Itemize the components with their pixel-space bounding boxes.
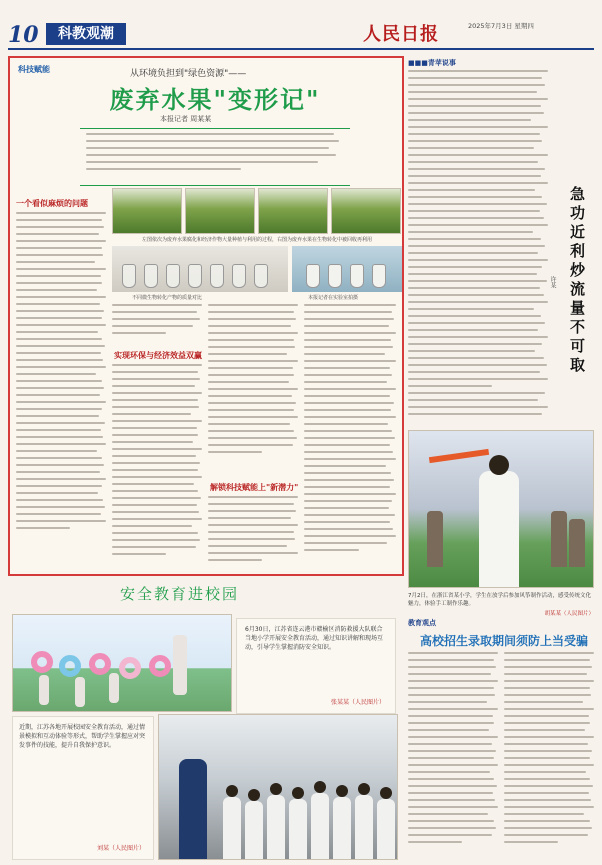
edu-headline: 高校招生录取期间须防上当受骗 bbox=[420, 634, 589, 648]
officer-figure bbox=[179, 759, 207, 859]
text-column-1 bbox=[16, 212, 106, 572]
kite-caption bbox=[408, 592, 594, 618]
safety-caption-box bbox=[236, 618, 396, 714]
field-photo-1 bbox=[112, 188, 182, 234]
text-column-3 bbox=[112, 364, 202, 574]
edu-text bbox=[408, 652, 594, 858]
page-number: 10 bbox=[8, 22, 39, 48]
kite-caption-author: 胡某某（人民图片） bbox=[544, 611, 594, 617]
edu-tag: 教育观点 bbox=[408, 619, 436, 627]
subhead-win-win: 实现环保与经济效益双赢 bbox=[114, 351, 202, 360]
subhead-new-potential: 解锁科技赋能上"新潜力" bbox=[210, 483, 299, 492]
field-photo-3 bbox=[258, 188, 328, 234]
subhead-problem: 一个看似麻烦的问题 bbox=[16, 199, 88, 208]
feature-kicker: 从环境负担到"绿色资源"—— bbox=[130, 69, 247, 79]
opinion-vertical-title: 急功近利炒流量不可取 bbox=[568, 186, 586, 376]
kite-shape bbox=[429, 449, 489, 463]
left-caption-text: 近期，江苏各地开展校园安全教育活动，通过情景模拟和互动体验等形式，帮助学生掌握应对突发事件的技能，提升自我保护意识。 bbox=[19, 724, 146, 749]
safety-quote-author: 张某某（人民图片） bbox=[330, 699, 385, 706]
opinion-tag: ■■■青苹说事 bbox=[408, 59, 456, 67]
left-caption-author: 刘某（人民图片） bbox=[96, 845, 145, 852]
feature-byline: 本报记者 周某某 bbox=[160, 115, 212, 123]
left-caption-box bbox=[12, 716, 154, 860]
masthead bbox=[8, 20, 594, 50]
kite-caption-text: 7月2日，在浙江省某小学，学生在放学后参加风筝制作活动，感受传统文化魅力，体验手工制作乐趣。 bbox=[408, 593, 592, 607]
newspaper-logo: 人民日报 bbox=[363, 24, 439, 45]
field-photo-2 bbox=[185, 188, 255, 234]
caption-fields: 左图依次为废弃水果腐化和经济作物大量种植与利用的过程，右图为废弃水果在生物转化中被回收再利用 bbox=[141, 237, 372, 243]
caption-lab: 本报记者在实验室拍摄 bbox=[308, 295, 359, 301]
lab-photo bbox=[292, 246, 402, 292]
opinion-vertical-author: 许某 bbox=[549, 276, 556, 288]
school-photo bbox=[158, 714, 398, 860]
text-column-5 bbox=[208, 496, 298, 572]
field-photo-4 bbox=[331, 188, 401, 234]
section-title: 科教观潮 bbox=[46, 23, 126, 45]
masthead-info: 2025年7月3日 星期四 bbox=[468, 22, 534, 30]
feature-headline: 废弃水果"变形记" bbox=[109, 85, 321, 114]
dance-photo bbox=[12, 614, 232, 712]
text-column-6 bbox=[304, 304, 396, 574]
boy-figure bbox=[479, 471, 519, 588]
kite-photo bbox=[408, 430, 594, 588]
safety-quote: 6月30日，江苏省连云港市赣榆区消防救援大队联合当地小学开展安全教育活动，通过知识讲解和现场互动，引导学生掌握消防安全知识。 bbox=[245, 626, 384, 651]
caption-flasks: 不同微生物转化产物的质量对比 bbox=[132, 295, 203, 301]
safety-title: 安全教育进校园 bbox=[120, 585, 240, 603]
feature-tag: 科技赋能 bbox=[18, 65, 50, 74]
masthead-rule bbox=[8, 48, 594, 50]
feature-photos bbox=[112, 188, 402, 300]
text-column-2 bbox=[112, 304, 202, 344]
feature-article bbox=[8, 56, 404, 576]
feature-lead bbox=[80, 128, 350, 186]
flask-photo bbox=[112, 246, 288, 292]
